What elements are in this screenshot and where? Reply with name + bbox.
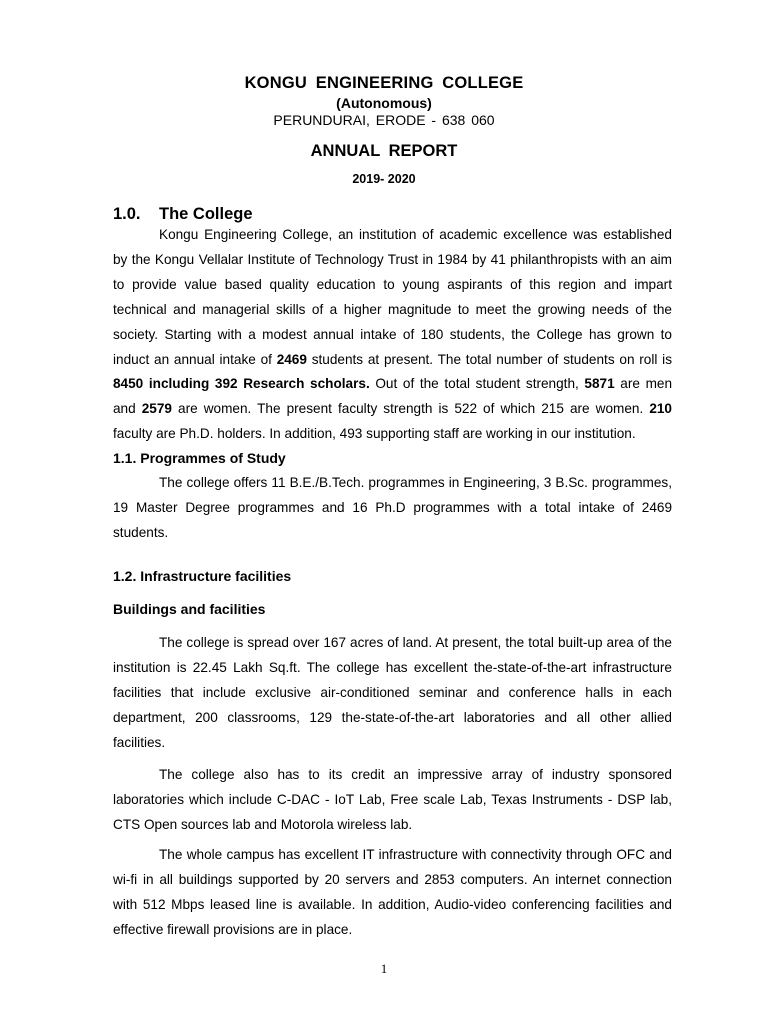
buildings-text: The college is spread over 167 acres of land. At present, the total built-up area of the institution is 22.45 Lakh Sq.ft. The college has excellent the-state-of-the-art infrastructure facilities that include exclusive air-conditioned seminar and conference halls in each department, 200 classrooms, 129 the-state-of-the-art laboratories and all other allied facilities. <box>113 635 672 750</box>
programmes-heading: 1.1. Programmes of Study <box>113 450 286 466</box>
it-text: The whole campus has excellent IT infrastructure with connectivity through OFC and wi-fi in all buildings supported by 20 servers and 2853 computers. An internet connection with 512 Mbps leased line is available. In addition, Audio-video conferencing facilities and effective firewall provisions are in place. <box>113 847 672 937</box>
programmes-text: The college offers 11 B.E./B.Tech. programmes in Engineering, 3 B.Sc. programmes, 19 Master Degree programmes and 16 Ph.D programmes with a total intake of 2469 students. <box>113 475 672 540</box>
text-run: Out of the total student strength, <box>369 376 585 392</box>
labs-paragraph <box>113 763 672 838</box>
text-run: are women. The present faculty strength is 522 of which 215 are women. <box>171 401 650 417</box>
page-number: 1 <box>380 961 388 976</box>
labs-text: The college also has to its credit an impressive array of industry sponsored laboratories which include C-DAC - IoT Lab, Free scale Lab, Texas Instruments - DSP lab, CTS Open sources lab and Motorola wireless lab. <box>113 767 672 832</box>
section-heading-college <box>113 205 253 224</box>
college-name: KONGU ENGINEERING COLLEGE <box>244 74 524 92</box>
text-run: are men and <box>113 376 673 417</box>
section-number: 1.0. <box>113 205 141 223</box>
programmes-paragraph <box>113 471 672 546</box>
bold-text: 210 <box>649 401 672 417</box>
buildings-heading: Buildings and facilities <box>113 601 266 617</box>
bold-text: 2579 <box>141 401 172 417</box>
college-paragraph <box>113 223 672 447</box>
report-title: ANNUAL REPORT <box>310 142 458 160</box>
buildings-paragraph <box>113 631 672 756</box>
infrastructure-heading: 1.2. Infrastructure facilities <box>113 568 292 584</box>
text-run: Kongu Engineering College, an institution of academic excellence was established by the Kongu Vellalar Institute of Technology Trust in 1984 by 41 philanthropists with an aim to provide value based quality education to young aspirants of this region and impart technical and managerial skills of a higher magnitude to meet the growing needs of the society. Starting with a modest annual intake of 180 students, the College has grown to induct an annual intake of <box>113 227 672 367</box>
autonomous-status: (Autonomous) <box>336 95 432 111</box>
bold-text: 2469 <box>276 351 307 367</box>
section-title: The College <box>159 205 253 223</box>
text-run: faculty are Ph.D. holders. In addition, 493 supporting staff are working in our institution. <box>113 426 636 442</box>
it-paragraph <box>113 843 672 943</box>
text-run: students at present. The total number of students on roll is <box>306 351 672 367</box>
report-year: 2019- 2020 <box>352 172 416 186</box>
bold-text: 8450 including 392 Research scholars. <box>113 376 370 392</box>
college-address: PERUNDURAI, ERODE - 638 060 <box>273 112 495 128</box>
bold-text: 5871 <box>584 376 615 392</box>
